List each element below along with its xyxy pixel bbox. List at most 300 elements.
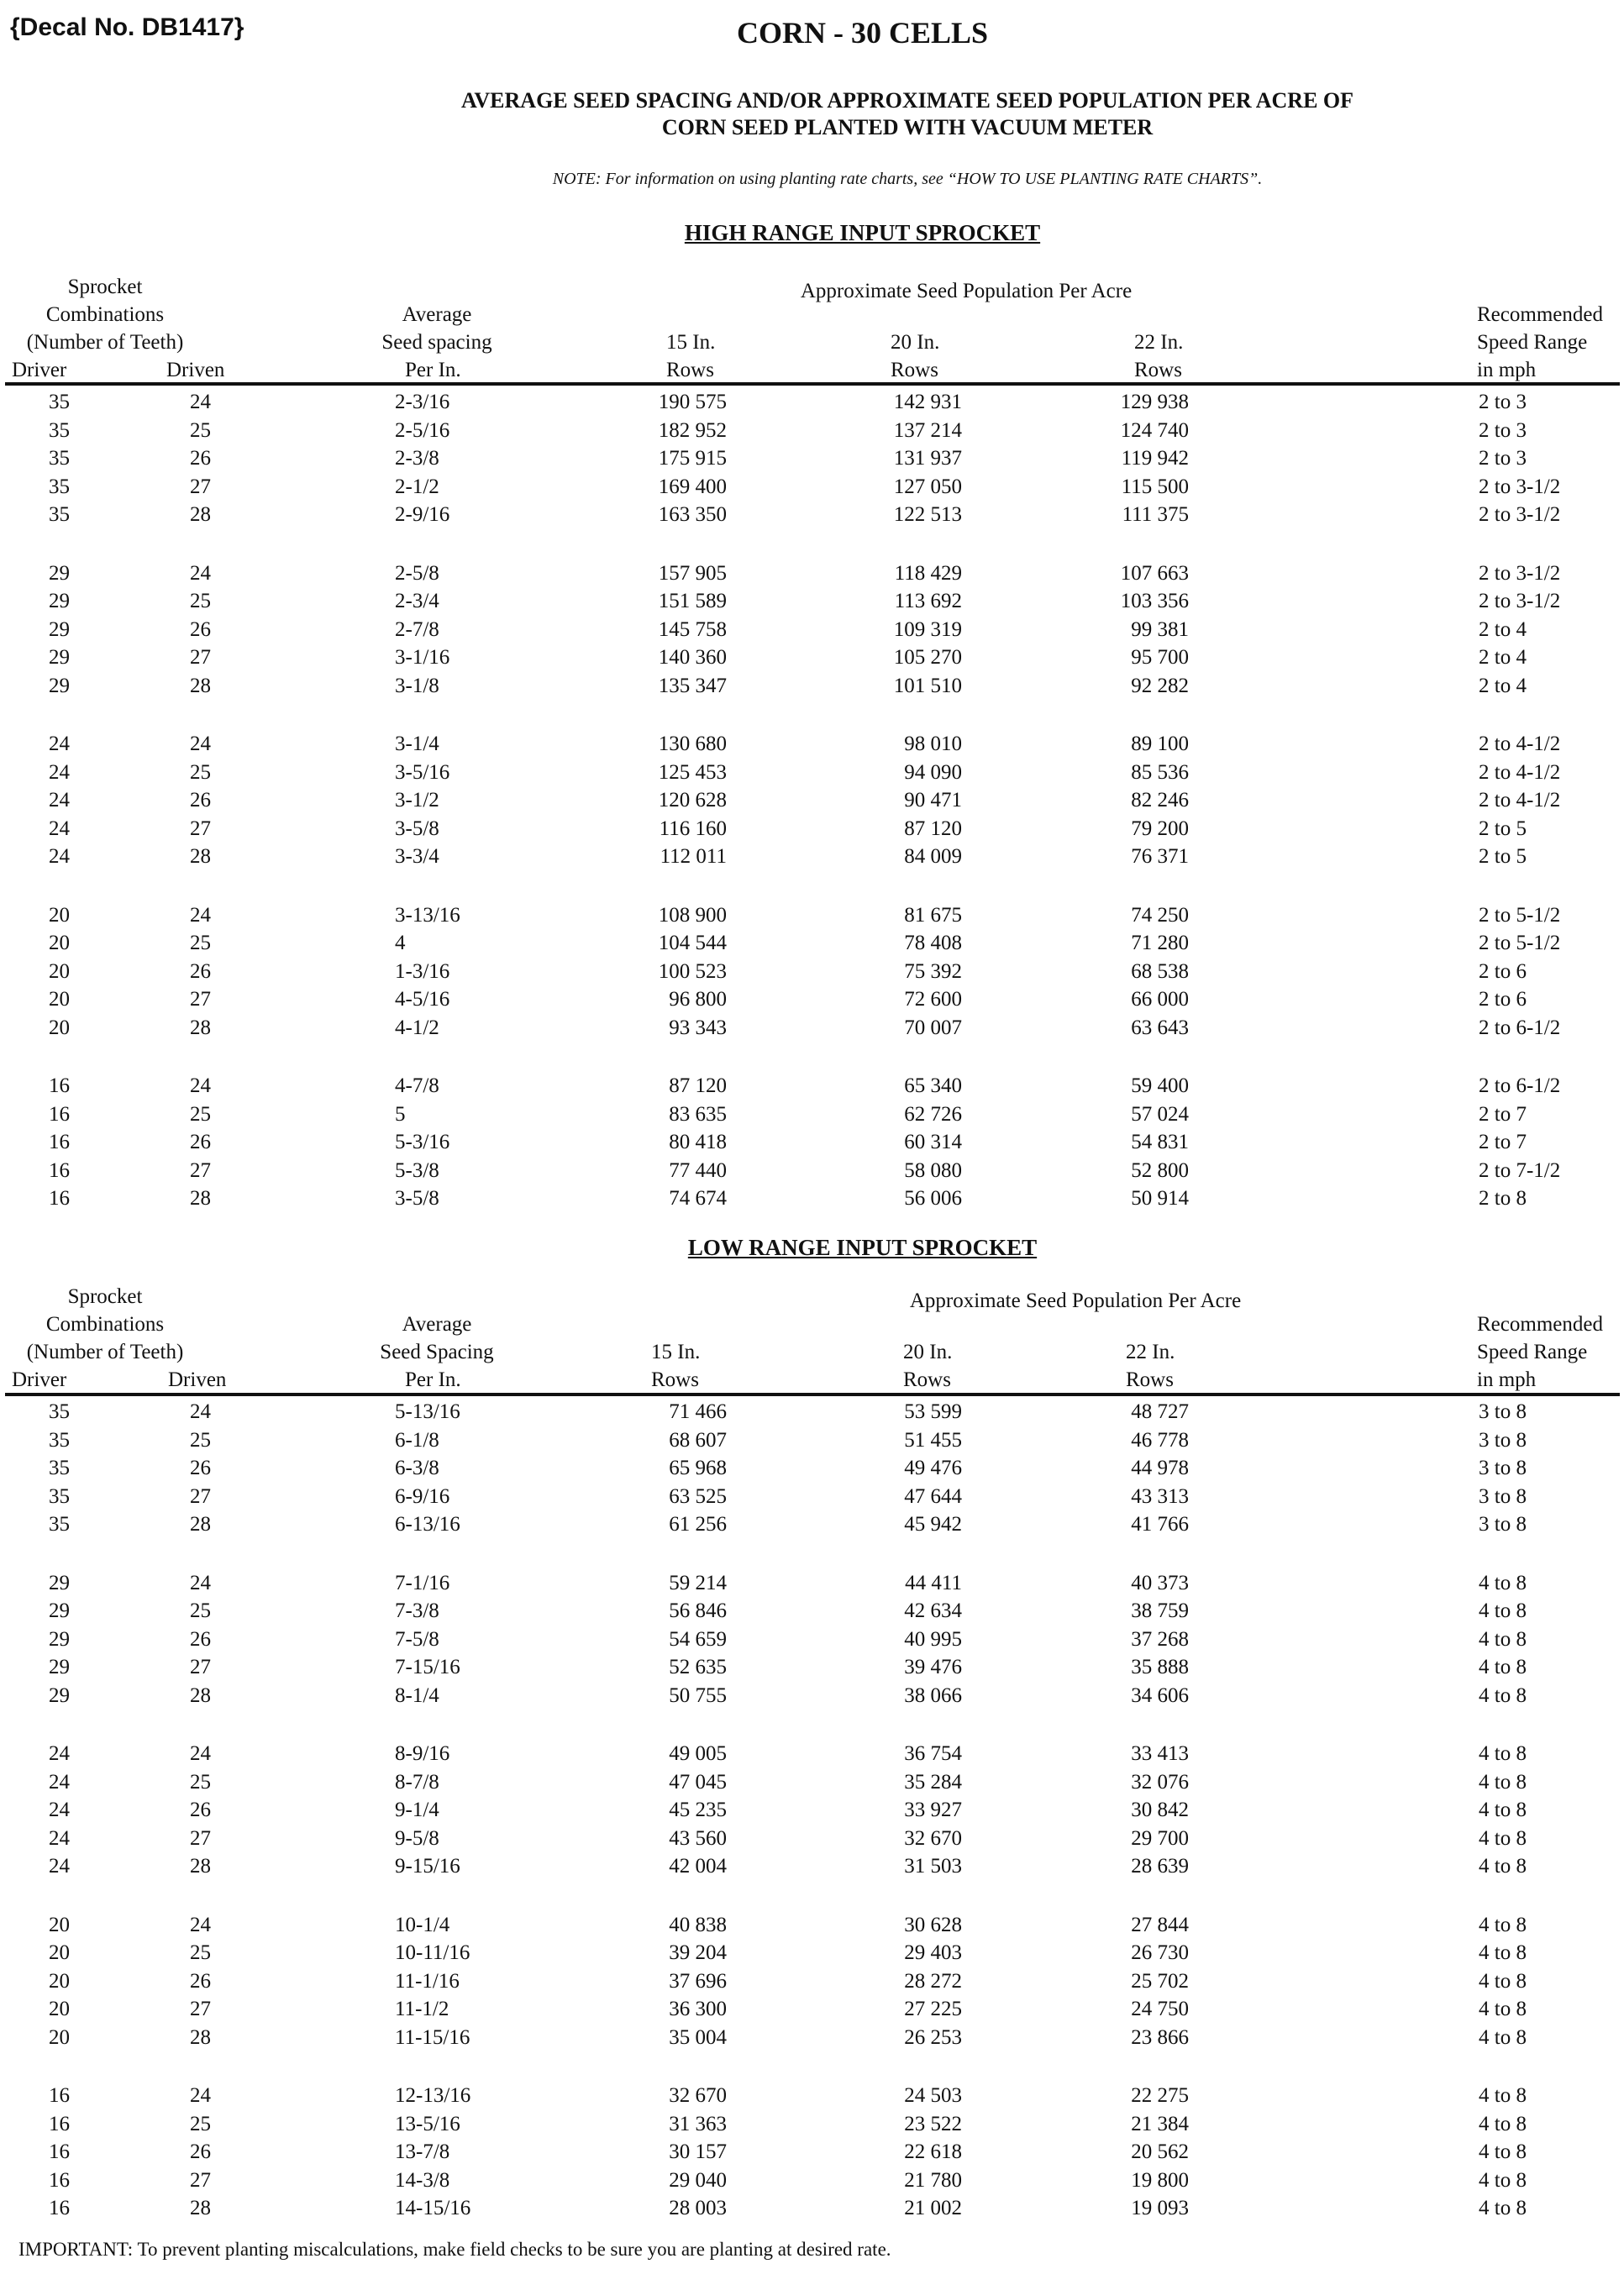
cell-driver: 16 [49, 1074, 70, 1097]
cell-driver: 20 [49, 1016, 70, 1039]
cell-driver: 20 [49, 903, 70, 927]
cell-r15: 63 525 [669, 1484, 727, 1508]
cell-r22: 19 800 [1131, 2168, 1189, 2192]
cell-speed: 4 to 8 [1479, 1627, 1527, 1651]
cell-driven: 28 [190, 674, 211, 697]
table-row [0, 1939, 1624, 1967]
cell-r15: 100 523 [658, 959, 727, 983]
cell-r22: 34 606 [1131, 1683, 1189, 1707]
cell-speed: 4 to 8 [1479, 1742, 1527, 1765]
cell-driven: 27 [190, 988, 211, 1011]
cell-r15: 31 363 [669, 2112, 727, 2135]
header-sprocket-l3: (Number of Teeth) [26, 1341, 184, 1363]
table-row [0, 2024, 1624, 2052]
low-range-table-body [0, 1398, 1624, 2253]
cell-r22: 124 740 [1120, 418, 1189, 442]
cell-driven: 28 [190, 2025, 211, 2049]
header-sprocket-l3: (Number of Teeth) [26, 331, 184, 354]
cell-driven: 24 [190, 1074, 211, 1097]
cell-r15: 87 120 [669, 1074, 727, 1097]
header-population: Approximate Seed Population Per Acre [800, 280, 1133, 302]
cell-r20: 118 429 [894, 561, 962, 585]
cell-spacing: 2-5/16 [395, 418, 450, 442]
cell-spacing: 5-3/16 [395, 1131, 450, 1153]
cell-r20: 45 942 [904, 1513, 962, 1536]
cell-r22: 43 313 [1131, 1484, 1189, 1508]
cell-spacing: 11-1/16 [395, 1969, 460, 1993]
table-row [0, 1626, 1624, 1654]
cell-spacing: 3-5/8 [395, 1187, 439, 1210]
cell-r22: 28 639 [1131, 1855, 1189, 1878]
cell-speed: 2 to 4 [1479, 646, 1527, 669]
header-speed-l3: in mph [1477, 1368, 1537, 1391]
cell-r20: 27 225 [904, 1998, 962, 2020]
cell-r15: 71 466 [669, 1400, 727, 1423]
cell-driven: 27 [190, 2168, 211, 2192]
cell-r20: 98 010 [904, 733, 962, 755]
cell-r22: 29 700 [1131, 1826, 1189, 1850]
cell-r20: 60 314 [904, 1131, 962, 1153]
cell-r15: 190 575 [658, 391, 727, 413]
cell-r20: 31 503 [904, 1855, 962, 1878]
header-avg-l1: Average [402, 1313, 472, 1336]
cell-driver: 29 [49, 561, 70, 585]
cell-r15: 42 004 [669, 1855, 727, 1878]
cell-driver: 29 [49, 1683, 70, 1707]
cell-driven: 26 [190, 1799, 211, 1821]
cell-spacing: 2-3/4 [395, 590, 439, 612]
cell-driver: 16 [49, 2112, 70, 2135]
header-avg-l2: Seed spacing [381, 331, 492, 354]
cell-r22: 35 888 [1131, 1656, 1189, 1678]
cell-spacing: 14-15/16 [395, 2197, 471, 2219]
header-r20-rows: Rows [891, 359, 938, 381]
cell-driven: 27 [190, 1998, 211, 2020]
table-row [0, 2138, 1624, 2167]
cell-speed: 4 to 8 [1479, 1599, 1527, 1622]
header-rule [5, 1393, 1620, 1396]
table-row [0, 444, 1624, 473]
cell-speed: 3 to 8 [1479, 1457, 1527, 1479]
cell-r22: 46 778 [1131, 1428, 1189, 1452]
cell-speed: 2 to 6 [1479, 959, 1527, 983]
cell-r15: 96 800 [669, 988, 727, 1011]
cell-r22: 57 024 [1131, 1102, 1189, 1126]
cell-r15: 125 453 [658, 760, 727, 784]
cell-r22: 85 536 [1131, 760, 1189, 784]
cell-r20: 58 080 [904, 1158, 962, 1182]
cell-r15: 83 635 [669, 1102, 727, 1126]
cell-driver: 20 [49, 1969, 70, 1993]
cell-spacing: 6-1/8 [395, 1428, 439, 1452]
cell-speed: 4 to 8 [1479, 1969, 1527, 1993]
cell-r20: 75 392 [904, 959, 962, 983]
header-avg-l1: Average [402, 303, 472, 326]
cell-driver: 20 [49, 1941, 70, 1964]
cell-r20: 137 214 [893, 418, 962, 442]
cell-spacing: 11-1/2 [395, 1998, 449, 2020]
header-speed-l3: in mph [1477, 359, 1537, 381]
header-avg-l2: Seed Spacing [380, 1341, 494, 1363]
table-row [0, 501, 1624, 529]
cell-driven: 24 [190, 1400, 211, 1423]
cell-r20: 84 009 [904, 845, 962, 868]
cell-r22: 68 538 [1131, 959, 1189, 983]
cell-r15: 169 400 [658, 475, 727, 498]
cell-r15: 40 838 [669, 1913, 727, 1936]
cell-r15: 163 350 [658, 503, 727, 526]
cell-r20: 62 726 [904, 1102, 962, 1126]
table-row [0, 1014, 1624, 1043]
cell-driver: 16 [49, 2140, 70, 2163]
cell-r15: 93 343 [669, 1016, 727, 1039]
cell-r22: 111 375 [1122, 503, 1189, 526]
cell-driver: 29 [49, 1599, 70, 1622]
cell-r22: 48 727 [1131, 1400, 1189, 1423]
cell-r15: 39 204 [669, 1941, 727, 1964]
cell-speed: 4 to 8 [1479, 2197, 1527, 2219]
cell-r20: 94 090 [904, 760, 962, 784]
row-group-driver-24 [0, 730, 1624, 871]
cell-r20: 122 513 [893, 503, 962, 526]
cell-r15: 49 005 [669, 1742, 727, 1765]
table-row [0, 929, 1624, 958]
cell-spacing: 10-1/4 [395, 1913, 450, 1936]
cell-r15: 68 607 [669, 1428, 727, 1452]
cell-r20: 90 471 [904, 789, 962, 811]
cell-r22: 71 280 [1131, 932, 1189, 954]
header-r20: 20 In. [903, 1341, 953, 1363]
cell-r20: 29 403 [904, 1941, 962, 1964]
cell-r15: 157 905 [658, 561, 727, 585]
cell-spacing: 8-1/4 [395, 1683, 439, 1707]
header-r15-rows: Rows [651, 1368, 699, 1391]
table-row [0, 587, 1624, 616]
cell-r22: 40 373 [1131, 1571, 1189, 1594]
cell-speed: 3 to 8 [1479, 1513, 1527, 1536]
cell-r20: 21 002 [904, 2197, 962, 2219]
cell-r20: 44 411 [905, 1571, 962, 1594]
cell-speed: 2 to 3 [1479, 418, 1527, 442]
cell-r20: 105 270 [893, 646, 962, 669]
header-sprocket-l2: Combinations [45, 1313, 165, 1336]
cell-spacing: 14-3/8 [395, 2168, 450, 2192]
cell-spacing: 3-5/16 [395, 760, 450, 784]
cell-speed: 4 to 8 [1479, 1941, 1527, 1964]
row-group-driver-35 [0, 388, 1624, 529]
cell-r22: 79 200 [1131, 817, 1189, 840]
cell-r22: 23 866 [1131, 2025, 1189, 2049]
table-row [0, 2167, 1624, 2195]
cell-driver: 24 [49, 1799, 70, 1821]
cell-r20: 127 050 [893, 475, 962, 498]
cell-driven: 24 [190, 733, 211, 755]
header-avg-l3: Per In. [405, 1368, 461, 1391]
cell-spacing: 5 [395, 1102, 406, 1126]
cell-r22: 44 978 [1131, 1457, 1189, 1479]
cell-driven: 24 [190, 903, 211, 927]
cell-speed: 4 to 8 [1479, 1855, 1527, 1878]
usage-note: NOTE: For information on using planting rate charts, see “HOW TO USE PLANTING RATE CHARTS”. [552, 170, 1263, 188]
cell-speed: 4 to 8 [1479, 1826, 1527, 1850]
cell-r22: 66 000 [1131, 988, 1189, 1011]
cell-driver: 35 [49, 1513, 70, 1536]
table-row [0, 730, 1624, 759]
subtitle-line-1: AVERAGE SEED SPACING AND/OR APPROXIMATE SEED POPULATION PER ACRE OF [460, 88, 1354, 113]
cell-r15: 140 360 [658, 646, 727, 669]
header-population: Approximate Seed Population Per Acre [909, 1289, 1242, 1312]
header-r20-rows: Rows [903, 1368, 951, 1391]
cell-speed: 2 to 4 [1479, 674, 1527, 697]
cell-spacing: 2-7/8 [395, 617, 439, 641]
table-row [0, 1852, 1624, 1881]
cell-spacing: 7-3/8 [395, 1599, 439, 1622]
table-row [0, 473, 1624, 502]
cell-driven: 26 [190, 1131, 211, 1153]
cell-r22: 38 759 [1131, 1599, 1189, 1622]
important-notice: IMPORTANT: To prevent planting miscalculations, make field checks to be sure you are planting at desired rate. [18, 2239, 891, 2260]
cell-r15: 43 560 [669, 1826, 727, 1850]
cell-r20: 42 634 [904, 1599, 962, 1622]
cell-driven: 27 [190, 1826, 211, 1850]
cell-r15: 47 045 [669, 1770, 727, 1794]
cell-r15: 29 040 [669, 2168, 727, 2192]
cell-driver: 16 [49, 1187, 70, 1210]
cell-spacing: 4 [395, 932, 406, 954]
high-range-title: HIGH RANGE INPUT SPROCKET [684, 220, 1041, 245]
table-row [0, 2110, 1624, 2139]
cell-driven: 25 [190, 1770, 211, 1794]
row-group-driver-29 [0, 559, 1624, 701]
cell-driven: 28 [190, 1513, 211, 1536]
cell-spacing: 2-1/2 [395, 475, 439, 498]
cell-r22: 63 643 [1131, 1016, 1189, 1039]
cell-r22: 115 500 [1121, 475, 1189, 498]
cell-speed: 2 to 7-1/2 [1479, 1158, 1561, 1182]
cell-speed: 2 to 7 [1479, 1102, 1527, 1126]
cell-spacing: 3-1/2 [395, 789, 439, 811]
cell-speed: 4 to 8 [1479, 2168, 1527, 2192]
cell-speed: 2 to 6-1/2 [1479, 1074, 1561, 1097]
cell-spacing: 3-1/16 [395, 646, 450, 669]
row-group-driver-29 [0, 1569, 1624, 1710]
cell-r22: 89 100 [1131, 733, 1189, 755]
cell-driven: 26 [190, 959, 211, 983]
cell-r22: 30 842 [1131, 1799, 1189, 1821]
cell-r15: 151 589 [658, 590, 727, 612]
table-row [0, 417, 1624, 445]
cell-r15: 112 011 [660, 845, 727, 868]
cell-driver: 16 [49, 2168, 70, 2192]
cell-driven: 26 [190, 1969, 211, 1993]
cell-r15: 61 256 [669, 1513, 727, 1536]
row-group-driver-16 [0, 1072, 1624, 1213]
cell-r20: 22 618 [904, 2140, 962, 2163]
cell-r20: 39 476 [904, 1656, 962, 1678]
cell-spacing: 4-7/8 [395, 1074, 439, 1097]
cell-driven: 27 [190, 1484, 211, 1508]
cell-r22: 95 700 [1131, 646, 1189, 669]
cell-driven: 25 [190, 760, 211, 784]
cell-spacing: 6-3/8 [395, 1457, 439, 1479]
table-row [0, 2194, 1624, 2223]
header-speed-l2: Speed Range [1477, 331, 1588, 354]
cell-r15: 35 004 [669, 2025, 727, 2049]
cell-driven: 26 [190, 1457, 211, 1479]
cell-speed: 2 to 4-1/2 [1479, 789, 1561, 811]
cell-r22: 76 371 [1131, 845, 1189, 868]
cell-speed: 4 to 8 [1479, 2084, 1527, 2107]
cell-r15: 32 670 [669, 2084, 727, 2107]
header-speed-l1: Recommended [1477, 1313, 1603, 1336]
cell-spacing: 7-5/8 [395, 1627, 439, 1651]
cell-speed: 4 to 8 [1479, 2112, 1527, 2135]
cell-driven: 25 [190, 418, 211, 442]
cell-r15: 116 160 [659, 817, 727, 840]
cell-r22: 24 750 [1131, 1998, 1189, 2020]
cell-driver: 35 [49, 447, 70, 470]
table-row [0, 1796, 1624, 1825]
header-r22: 22 In. [1134, 331, 1184, 354]
cell-driven: 28 [190, 1187, 211, 1210]
table-row [0, 958, 1624, 986]
table-row [0, 643, 1624, 672]
cell-spacing: 8-9/16 [395, 1742, 450, 1765]
cell-r20: 24 503 [904, 2084, 962, 2107]
cell-r20: 40 995 [904, 1627, 962, 1651]
cell-r20: 78 408 [904, 932, 962, 954]
cell-driver: 20 [49, 2025, 70, 2049]
cell-spacing: 3-3/4 [395, 845, 439, 868]
cell-driver: 24 [49, 789, 70, 811]
page-title: CORN - 30 CELLS [736, 16, 989, 50]
header-sprocket-l2: Combinations [45, 303, 165, 326]
cell-driver: 16 [49, 1102, 70, 1126]
table-row [0, 1740, 1624, 1768]
cell-r22: 107 663 [1120, 561, 1189, 585]
cell-r20: 33 927 [904, 1799, 962, 1821]
cell-r22: 74 250 [1131, 903, 1189, 927]
cell-r20: 56 006 [904, 1187, 962, 1210]
page-subtitle [319, 87, 1495, 141]
cell-driver: 24 [49, 845, 70, 868]
cell-r15: 135 347 [658, 674, 727, 697]
cell-spacing: 4-5/16 [395, 988, 450, 1011]
cell-driven: 28 [190, 845, 211, 868]
cell-spacing: 2-5/8 [395, 561, 439, 585]
cell-r20: 131 937 [893, 447, 962, 470]
cell-r15: 50 755 [669, 1683, 727, 1707]
low-range-title: LOW RANGE INPUT SPROCKET [687, 1235, 1038, 1260]
table-row [0, 901, 1624, 930]
header-driven: Driven [168, 1368, 227, 1391]
cell-driver: 29 [49, 590, 70, 612]
cell-driven: 24 [190, 2084, 211, 2107]
cell-speed: 2 to 3 [1479, 447, 1527, 470]
table-row [0, 1825, 1624, 1853]
cell-r20: 32 670 [904, 1826, 962, 1850]
table-row [0, 1454, 1624, 1483]
cell-r22: 27 844 [1131, 1913, 1189, 1936]
cell-driven: 25 [190, 1102, 211, 1126]
cell-driven: 28 [190, 1683, 211, 1707]
header-speed-l1: Recommended [1477, 303, 1603, 326]
cell-driven: 27 [190, 1656, 211, 1678]
cell-driven: 24 [190, 391, 211, 413]
cell-driver: 29 [49, 646, 70, 669]
cell-r20: 53 599 [904, 1400, 962, 1423]
table-row [0, 2082, 1624, 2110]
cell-speed: 4 to 8 [1479, 1799, 1527, 1821]
cell-speed: 4 to 8 [1479, 1770, 1527, 1794]
cell-driver: 24 [49, 1742, 70, 1765]
cell-r20: 142 931 [893, 391, 962, 413]
cell-speed: 2 to 4-1/2 [1479, 760, 1561, 784]
cell-r15: 37 696 [669, 1969, 727, 1993]
header-driver: Driver [12, 359, 67, 381]
cell-speed: 2 to 3-1/2 [1479, 590, 1561, 612]
table-row [0, 1995, 1624, 2024]
cell-driven: 26 [190, 617, 211, 641]
cell-r15: 80 418 [669, 1131, 727, 1153]
cell-driver: 16 [49, 2197, 70, 2219]
row-group-driver-16 [0, 2082, 1624, 2223]
cell-r15: 108 900 [658, 903, 727, 927]
cell-spacing: 10-11/16 [395, 1941, 470, 1964]
table-row [0, 786, 1624, 815]
cell-r20: 101 510 [893, 674, 962, 697]
cell-spacing: 6-13/16 [395, 1513, 460, 1536]
cell-driver: 20 [49, 1913, 70, 1936]
header-driver: Driver [12, 1368, 67, 1391]
cell-r20: 51 455 [904, 1428, 962, 1452]
cell-spacing: 4-1/2 [395, 1016, 439, 1039]
cell-speed: 4 to 8 [1479, 1571, 1527, 1594]
cell-driven: 27 [190, 817, 211, 840]
header-r15: 15 In. [651, 1341, 701, 1363]
table-row [0, 843, 1624, 871]
cell-driver: 24 [49, 1770, 70, 1794]
cell-speed: 2 to 3-1/2 [1479, 561, 1561, 585]
cell-r15: 56 846 [669, 1599, 727, 1622]
table-row [0, 1128, 1624, 1157]
cell-speed: 4 to 8 [1479, 1683, 1527, 1707]
cell-speed: 3 to 8 [1479, 1428, 1527, 1452]
cell-driver: 29 [49, 674, 70, 697]
header-r15: 15 In. [666, 331, 716, 354]
table-row [0, 1426, 1624, 1455]
table-row [0, 559, 1624, 588]
cell-driven: 24 [190, 1913, 211, 1936]
cell-speed: 3 to 8 [1479, 1484, 1527, 1508]
cell-driver: 35 [49, 1428, 70, 1452]
cell-speed: 2 to 3-1/2 [1479, 475, 1561, 498]
cell-driver: 29 [49, 617, 70, 641]
cell-r15: 28 003 [669, 2197, 727, 2219]
row-group-driver-35 [0, 1398, 1624, 1539]
cell-driven: 25 [190, 2112, 211, 2135]
cell-r20: 23 522 [904, 2112, 962, 2135]
cell-r20: 49 476 [904, 1457, 962, 1479]
cell-speed: 2 to 8 [1479, 1187, 1527, 1210]
cell-spacing: 2-3/8 [395, 447, 439, 470]
cell-r15: 182 952 [658, 418, 727, 442]
cell-spacing: 2-9/16 [395, 503, 450, 526]
header-rule [5, 382, 1620, 386]
cell-r22: 50 914 [1131, 1187, 1189, 1210]
cell-spacing: 8-7/8 [395, 1770, 439, 1794]
cell-r15: 175 915 [658, 447, 727, 470]
